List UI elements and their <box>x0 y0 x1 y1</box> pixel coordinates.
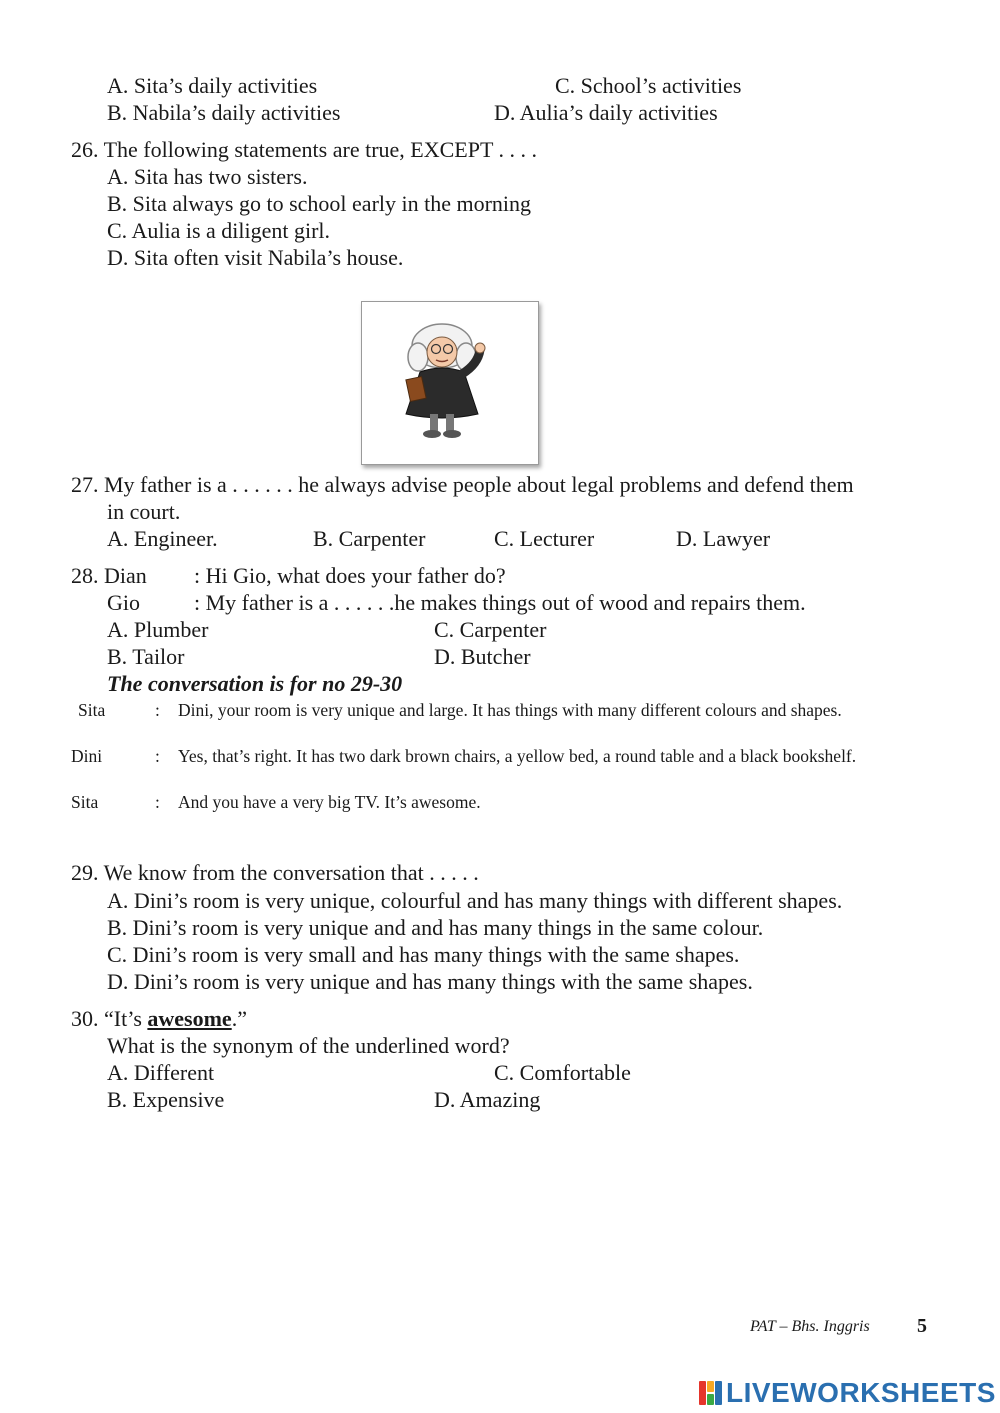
q25-option-d: D. Aulia’s daily activities <box>494 100 718 125</box>
q30-option-b: B. Expensive <box>107 1087 225 1112</box>
conversation-colon: : <box>155 700 160 720</box>
liveworksheets-icon <box>698 1379 724 1407</box>
q26-option-a: A. Sita has two sisters. <box>107 164 308 189</box>
conversation-speaker: Sita <box>78 700 106 720</box>
lawyer-picture <box>361 301 539 465</box>
q25-option-a: A. Sita’s daily activities <box>107 73 318 98</box>
q30-question: What is the synonym of the underlined word? <box>107 1033 510 1058</box>
conversation-line: Dini, your room is very unique and large. It has things with many different colours and shapes. <box>178 700 842 720</box>
q27-stem: 27. My father is a . . . . . . he always advise people about legal problems and defend them <box>71 472 854 497</box>
conversation-speaker: Dini <box>71 746 103 766</box>
conversation-speaker: Sita <box>71 792 99 812</box>
q27-option-b: B. Carpenter <box>313 526 426 551</box>
liveworksheets-logo <box>698 1377 996 1409</box>
conversation-heading: The conversation is for no 29-30 <box>107 671 403 696</box>
conversation-colon: : <box>155 792 160 812</box>
q28-speaker-gio: Gio <box>107 590 140 615</box>
q28-speaker-dian: 28. Dian <box>71 563 147 588</box>
q29-option-b: B. Dini’s room is very unique and and has many things in the same colour. <box>107 915 764 940</box>
q27-stem-continued: in court. <box>107 499 181 524</box>
q30-stem <box>71 1006 247 1032</box>
q27-option-d: D. Lawyer <box>676 526 771 551</box>
q28-option-d: D. Butcher <box>434 644 531 669</box>
q29-option-a: A. Dini’s room is very unique, colourful and has many things with different shapes. <box>107 888 843 913</box>
q30-underlined-word: awesome <box>147 1006 232 1031</box>
q30-option-c: C. Comfortable <box>494 1060 631 1085</box>
q28-line-gio: : My father is a . . . . . .he makes things out of wood and repairs them. <box>194 590 806 615</box>
q26-option-c: C. Aulia is a diligent girl. <box>107 218 331 243</box>
q30-option-a: A. Different <box>107 1060 215 1085</box>
q26-stem: 26. The following statements are true, EXCEPT . . . . <box>71 137 537 162</box>
q27-option-c: C. Lecturer <box>494 526 595 551</box>
q26-option-b: B. Sita always go to school early in the morning <box>107 191 532 216</box>
lawyer-cartoon-icon <box>362 302 538 464</box>
q29-option-d: D. Dini’s room is very unique and has many things with the same shapes. <box>107 969 753 994</box>
q25-option-c: C. School’s activities <box>555 73 742 98</box>
q30-option-d: D. Amazing <box>434 1087 541 1112</box>
q29-option-c: C. Dini’s room is very small and has many things with the same shapes. <box>107 942 740 967</box>
page-number: 5 <box>917 1315 927 1337</box>
conversation-colon: : <box>155 746 160 766</box>
q26-option-d: D. Sita often visit Nabila’s house. <box>107 245 404 270</box>
q28-option-b: B. Tailor <box>107 644 185 669</box>
q28-option-c: C. Carpenter <box>434 617 547 642</box>
page-footer: PAT – Bhs. Inggris <box>750 1318 870 1335</box>
q28-line-dian: : Hi Gio, what does your father do? <box>194 563 506 588</box>
q28-option-a: A. Plumber <box>107 617 209 642</box>
q30-stem-suffix: .” <box>231 1006 247 1031</box>
q27-option-a: A. Engineer. <box>107 526 218 551</box>
q29-stem: 29. We know from the conversation that . . . . . <box>71 860 479 885</box>
q30-stem-prefix: 30. “It’s <box>71 1006 148 1031</box>
q25-option-b: B. Nabila’s daily activities <box>107 100 341 125</box>
brand-name: LIVEWORKSHEETS <box>726 1377 996 1408</box>
conversation-line: Yes, that’s right. It has two dark brown chairs, a yellow bed, a round table and a black bookshelf. <box>178 746 857 766</box>
conversation-line: And you have a very big TV. It’s awesome. <box>178 792 481 812</box>
